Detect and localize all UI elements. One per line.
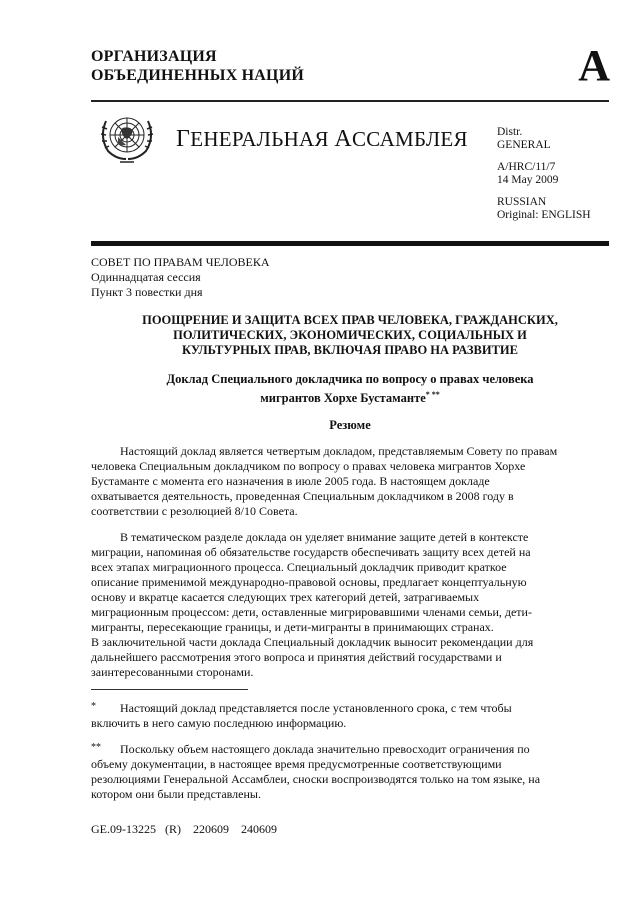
masthead-divider (91, 241, 609, 246)
council-block (91, 255, 270, 300)
body-name-part-1: ЕНЕРАЛЬНАЯ (190, 127, 335, 151)
organization-name (91, 47, 304, 85)
paragraph-line: охватывается деятельность, проведенная Специальным докладчиком в 2008 году в (91, 489, 514, 503)
document-title (91, 313, 609, 358)
body-name (176, 127, 468, 151)
title-line: ПООЩРЕНИЕ И ЗАЩИТА ВСЕХ ПРАВ ЧЕЛОВЕКА, ГРАЖДАНСКИХ, (142, 313, 558, 327)
document-language: RUSSIAN (497, 196, 547, 208)
summary-heading: Резюме (329, 418, 371, 432)
paragraph-line: миграции, напоминая об обязательстве государств обеспечивать защиту всех детей на (91, 545, 531, 559)
paragraph-line: В тематическом разделе доклада он уделяет внимание защите детей в контексте (120, 530, 529, 544)
series-letter: A (578, 41, 610, 90)
subtitle-line-1: Доклад Специального докладчика по вопросу о правах человека (166, 372, 534, 386)
document-metadata (497, 126, 591, 231)
document-symbol: A/HRC/11/7 (497, 161, 556, 173)
paragraph-line: всех этапах миграционного процесса. Специальный докладчик приводит краткое (91, 560, 507, 574)
paragraph-line: описание применимой международно-правовой основы, предлагает концептуальную (91, 575, 527, 589)
organization-line-2: ОБЪЕДИНЕННЫХ НАЦИЙ (91, 67, 304, 84)
paragraph-line: В заключительной части доклада Специальный докладчик выносит рекомендации для (91, 635, 534, 649)
footnote-line: Поскольку объем настоящего доклада значительно превосходит ограничения по (120, 742, 530, 756)
paragraph-line: основу и вкратце касается следующих трех категорий детей, затрагиваемых (91, 590, 480, 604)
agenda-item: Пункт 3 повестки дня (91, 285, 203, 299)
footnote-line: резолюциями Генеральной Ассамблеи, сноски воспроизводятся только на том языке, на (91, 772, 541, 786)
paragraph-line: человека Специальным докладчиком по вопросу о правах человека мигрантов Хорхе (91, 459, 526, 473)
report-subtitle (91, 372, 609, 406)
footnote-line: котором они были представлены. (91, 787, 261, 801)
paragraph-line: дальнейшего рассмотрения этого вопроса и принятия действий государствами и (91, 650, 502, 664)
footnote-marks: * ** (425, 390, 440, 399)
footnote-2 (91, 740, 601, 802)
organization-line-1: ОРГАНИЗАЦИЯ (91, 48, 217, 65)
body-name-cap-1: Г (176, 126, 191, 152)
title-line: ПОЛИТИЧЕСКИХ, ЭКОНОМИЧЕСКИХ, СОЦИАЛЬНЫХ И (173, 328, 527, 342)
title-line: КУЛЬТУРНЫХ ПРАВ, ВКЛЮЧАЯ ПРАВО НА РАЗВИТИЕ (182, 343, 518, 357)
body-name-part-2: ССАМБЛЕЯ (352, 127, 468, 151)
summary-paragraph-1 (91, 444, 601, 519)
paragraph-line: Настоящий доклад является четвертым докладом, представляемым Совету по правам (120, 444, 558, 458)
subtitle-line-2: мигрантов Хорхе Бустаманте (260, 391, 426, 405)
council-name: СОВЕТ ПО ПРАВАМ ЧЕЛОВЕКА (91, 255, 270, 269)
footnote-line: Настоящий доклад представляется после установленного срока, с тем чтобы (120, 701, 512, 715)
body-name-cap-2: А (334, 126, 352, 152)
header-divider (91, 100, 609, 102)
paragraph-line: мигранты, пересекающие границы, и дети-мигранты в принимающих странах. (91, 620, 494, 634)
paragraph-line: заинтересованными сторонами. (91, 665, 254, 679)
paragraph-line: миграционным процессом: дети, оставленные мигрировавшими членами семьи, дети- (91, 605, 532, 619)
job-number: GE.09-13225 (R) 220609 240609 (91, 822, 277, 836)
un-emblem-icon (96, 109, 158, 167)
paragraph-line: соответствии с резолюцией 8/10 Совета. (91, 504, 298, 518)
footnote-mark: ** (91, 742, 101, 753)
footnote-line: объему документации, в настоящее время предусмотренные соответствующими (91, 757, 502, 771)
original-language: Original: ENGLISH (497, 209, 591, 221)
footnote-separator (91, 689, 248, 690)
footnote-mark: * (91, 701, 96, 712)
footnote-line: включить в него самую последнюю информацию. (91, 716, 347, 730)
document-date: 14 May 2009 (497, 174, 559, 186)
paragraph-line: Бустаманте с момента его назначения в июле 2005 года. В настоящем докладе (91, 474, 490, 488)
distr-value: GENERAL (497, 139, 551, 151)
session: Одиннадцатая сессия (91, 270, 201, 284)
footnote-1 (91, 699, 601, 731)
summary-paragraph-2 (91, 530, 601, 680)
distr-label: Distr. (497, 126, 523, 138)
